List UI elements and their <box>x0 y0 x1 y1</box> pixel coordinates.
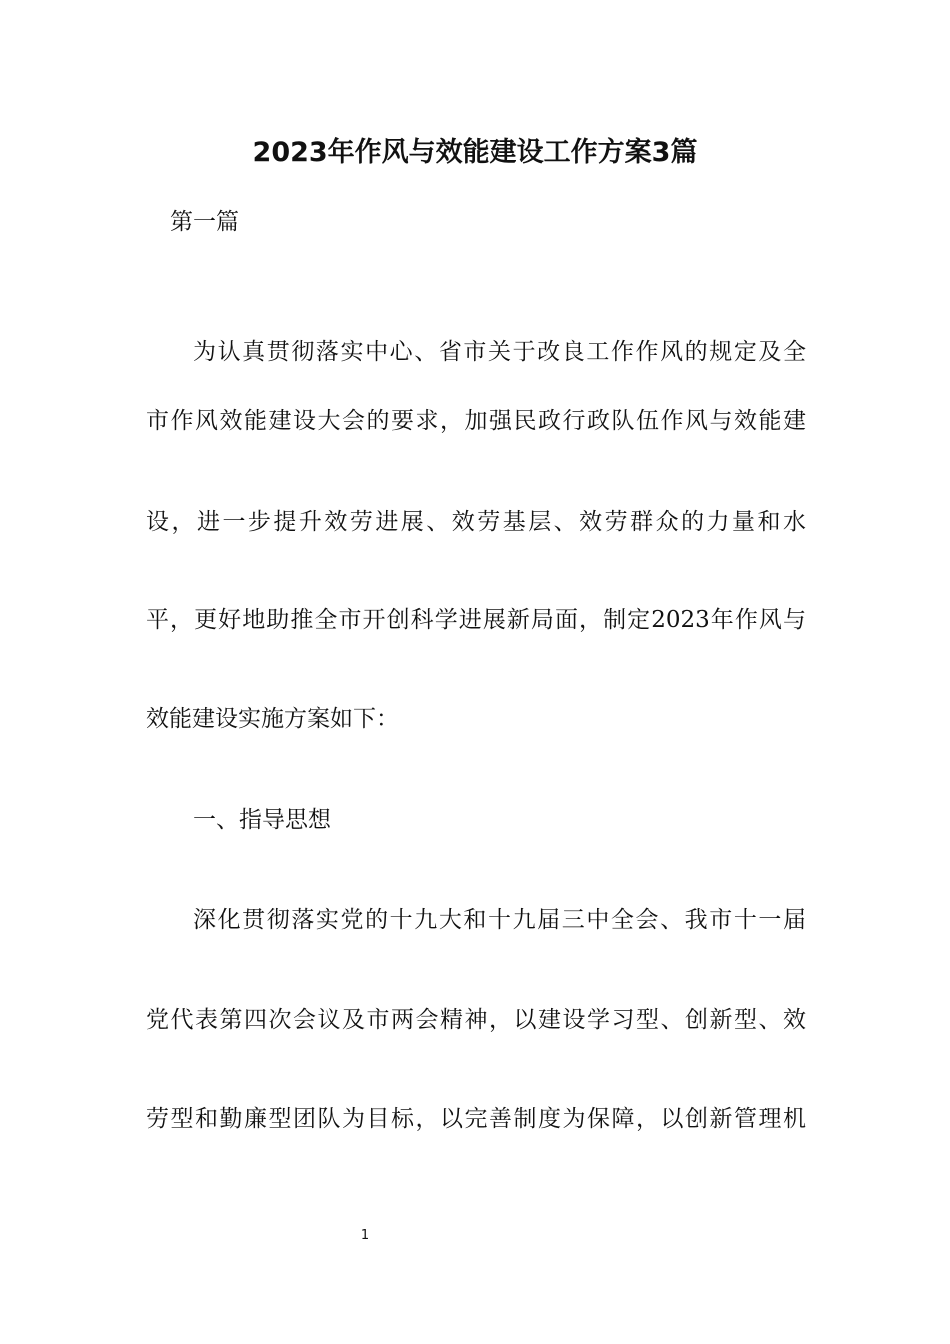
section-label: 第一篇 <box>170 209 239 235</box>
paragraph-line: 深化贯彻落实党的十九大和十九届三中全会、我市十一届 <box>193 907 806 933</box>
page-number: 1 <box>360 1228 370 1243</box>
document-title: 2023年作风与效能建设工作方案3篇 <box>252 137 698 168</box>
section-heading: 一、指导思想 <box>193 807 331 833</box>
paragraph-line: 市作风效能建设大会的要求，加强民政行政队伍作风与效能建 <box>146 408 806 434</box>
paragraph-line: 平，更好地助推全市开创科学进展新局面，制定2023年作风与 <box>146 607 806 633</box>
paragraph-line: 设，进一步提升效劳进展、效劳基层、效劳群众的力量和水 <box>146 509 806 535</box>
paragraph-line: 效能建设实施方案如下： <box>146 706 399 732</box>
paragraph-line: 党代表第四次会议及市两会精神，以建设学习型、创新型、效 <box>146 1007 806 1033</box>
paragraph-line: 劳型和勤廉型团队为目标，以完善制度为保障，以创新管理机 <box>146 1106 806 1132</box>
paragraph-line: 为认真贯彻落实中心、省市关于改良工作作风的规定及全 <box>193 339 806 365</box>
